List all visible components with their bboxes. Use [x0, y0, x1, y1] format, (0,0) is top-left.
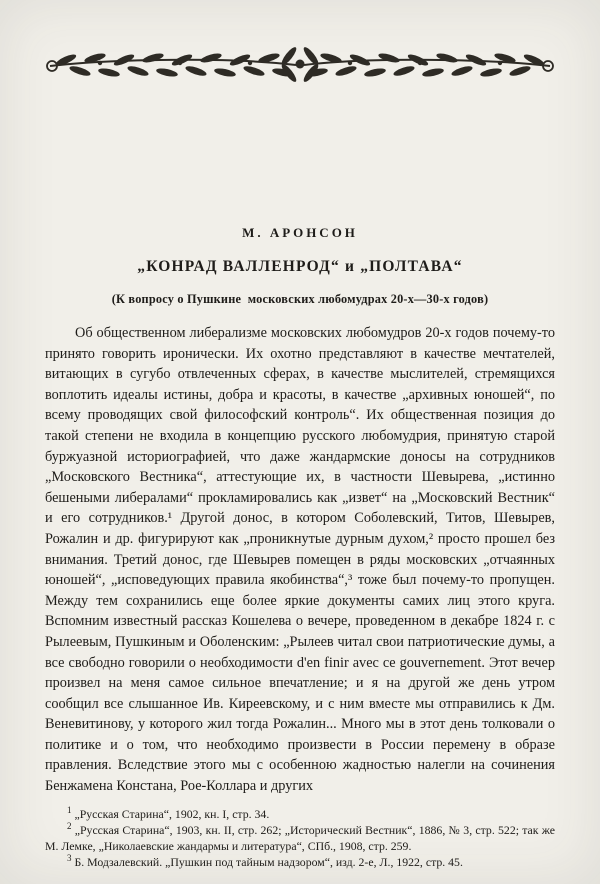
footnote-2 — [45, 822, 555, 854]
footnote-marker: 1 — [67, 804, 72, 815]
footnote-1 — [45, 806, 555, 822]
footnote-text: „Русская Старина“, 1902, кн. I, стр. 34. — [74, 806, 270, 821]
footnotes — [45, 806, 555, 871]
article-subtitle: (К вопросу о Пушкине московских любомудрах 20-х—30-х годов) — [111, 292, 489, 306]
body-paragraph: Об общественном либерализме московских любомудров 20-х годов почему-то принято говорить иронически. Их охотно представляют в качестве мечтателей, витающих в сугубо отвлеченных сферах, в качестве мыслителей, стремящихся воплотить идеалы истины, добра и красоты, в качестве „архивных юношей“, по всему проводящих свой философский контроль“. Их общественная позиция до такой степени не входила в концепцию русского любомудрия, принятую старой буржуазной историографией, что даже жандармские доносы на сотрудников „Московского Вестника“, аттестующие их, в частности Шевырева, „истинно бешеными либералами“ прокламировались как „извет“ на „Московский Вестник“ и его сотрудников.¹ Другой донос, в котором Соболевский, Титов, Шевырев, Рожалин и др. фигурируют как „проникнутые дурным духом,² просто прошел без внимания. Третий донос, где Шевырев помещен в ряды московских „отчаянных юношей“, „исповедующих правила якобинства“,³ тоже был почему-то пропущен. Между тем сохранились еще более яркие документы самих лиц этого круга. Вспомним известный рассказ Кошелева о вечере, проведенном в декабре 1824 г. с Рылеевым, Пушкиным и Оболенским: „Рылеев читал свои патриотические думы, а все свободно говорили о необходимости d'en finir avec ce gouvernement. Этот вечер произвел на меня самое сильное впечатление; и я на другой же день утром сообщил все слышанное Ив. Киреевскому, и с ним вместе мы отправились к Дм. Веневитинову, у которого жил тогда Рожалин... Много мы в этот день толковали о политике и о том, что необходимо произвести в России перемену в образе правления. Вследствие этого мы с особенною жадностью налегли на сочинения Бенжамена Констана, Рое-Коллара и других — [45, 325, 555, 795]
footnote-marker: 3 — [67, 853, 72, 864]
footnote-text: Б. Модзалевский. „Пушкин под тайным надзором“, изд. 2-е, Л., 1922, стр. 45. — [74, 855, 463, 870]
footnote-3 — [45, 854, 555, 870]
author-name: М. АРОНСОН — [242, 225, 358, 240]
article-title: „КОНРАД ВАЛЛЕНРОД“ и „ПОЛТАВА“ — [137, 258, 463, 275]
laurel-ornament-icon — [40, 36, 560, 94]
footnote-marker: 2 — [67, 820, 72, 831]
footnote-text: „Русская Старина“, 1903, кн. II, стр. 262; „Исторический Вестник“, 1886, № 3, стр. 522; так же М. Лемке, „Николаевские жандармы и литература“, СПб., 1908, стр. 259. — [45, 822, 555, 854]
header-ornament — [0, 0, 600, 99]
